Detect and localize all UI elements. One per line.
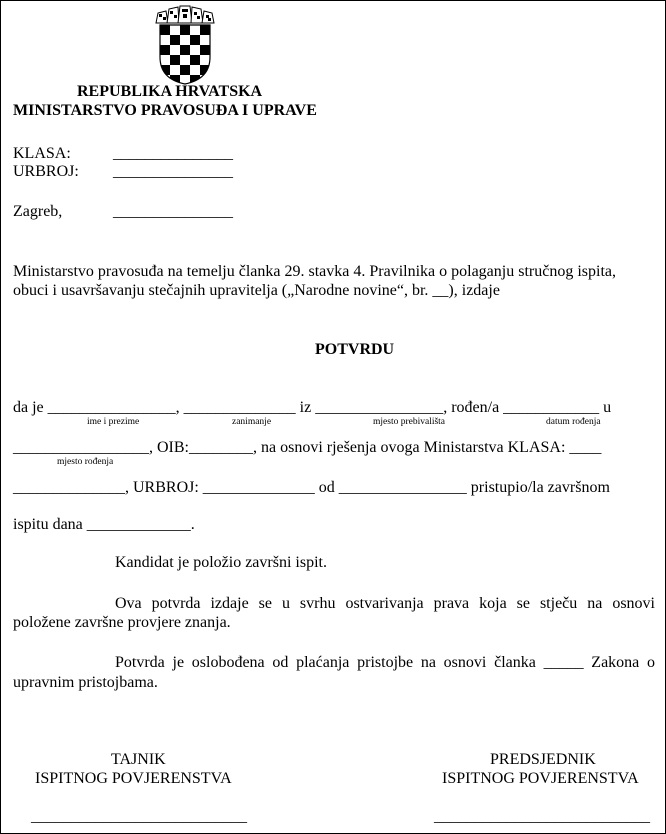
- caption-dob: datum rođenja: [546, 417, 601, 427]
- paragraph-fee-line-1: Potvrda je oslobođena od plaćanja pristojbe na osnovi članka _____ Zakona o: [115, 654, 655, 671]
- urbroj-blank: _______________: [113, 163, 233, 180]
- form-line-2: _________________, OIB:________, na osnovi rješenja ovoga Ministarstva KLASA: ____: [13, 439, 602, 456]
- caption-occupation: zanimanje: [232, 417, 272, 427]
- coat-of-arms-icon: [154, 5, 216, 85]
- left-signature-line: ___________________________: [31, 808, 247, 825]
- klasa-label: KLASA:: [13, 145, 71, 162]
- left-signature-title: TAJNIK: [111, 751, 166, 768]
- paragraph-purpose-line-2: položene završne provjere znanja.: [13, 614, 231, 631]
- form-line-4: ispitu dana _____________.: [13, 516, 195, 533]
- document-title: POTVRDU: [315, 341, 395, 358]
- paragraph-passed: Kandidat je položio završni ispit.: [115, 554, 327, 571]
- right-signature-sub: ISPITNOG POVJERENSTVA: [442, 770, 639, 787]
- right-signature-title: PREDSJEDNIK: [490, 751, 596, 768]
- caption-residence: mjesto prebivališta: [373, 417, 446, 427]
- klasa-blank: _______________: [113, 145, 233, 162]
- right-signature-line: ___________________________: [434, 808, 650, 825]
- republic-heading: REPUBLIKA HRVATSKA: [77, 83, 263, 100]
- paragraph-purpose-line-1: Ova potvrda izdaje se u svrhu ostvarivanja prava koja se stječu na osnovi: [115, 595, 655, 612]
- intro-line-2: obuci i usavršavanju stečajnih upravitelja („Narodne novine“, br. __), izdaje: [13, 282, 500, 299]
- urbroj-label: URBROJ:: [13, 163, 79, 180]
- intro-line-1: Ministarstvo pravosuđa na temelju članka 29. stavka 4. Pravilnika o polaganju stručnog ispita,: [13, 263, 616, 280]
- form-line-3: ______________, URBROJ: ______________ od ________________ pristupio/la završnom: [13, 479, 610, 496]
- paragraph-fee-line-2: upravnim pristojbama.: [13, 674, 158, 691]
- ministry-heading: MINISTARSTVO PRAVOSUĐA I UPRAVE: [13, 102, 317, 119]
- left-signature-sub: ISPITNOG POVJERENSTVA: [35, 770, 232, 787]
- caption-name: ime i prezime: [87, 417, 140, 427]
- zagreb-label: Zagreb,: [13, 203, 63, 220]
- caption-pob: mjesto rođenja: [57, 457, 114, 467]
- zagreb-blank: _______________: [113, 203, 233, 220]
- form-line-1: da je ________________, ______________ iz ________________, rođen/a ____________ u: [13, 399, 612, 416]
